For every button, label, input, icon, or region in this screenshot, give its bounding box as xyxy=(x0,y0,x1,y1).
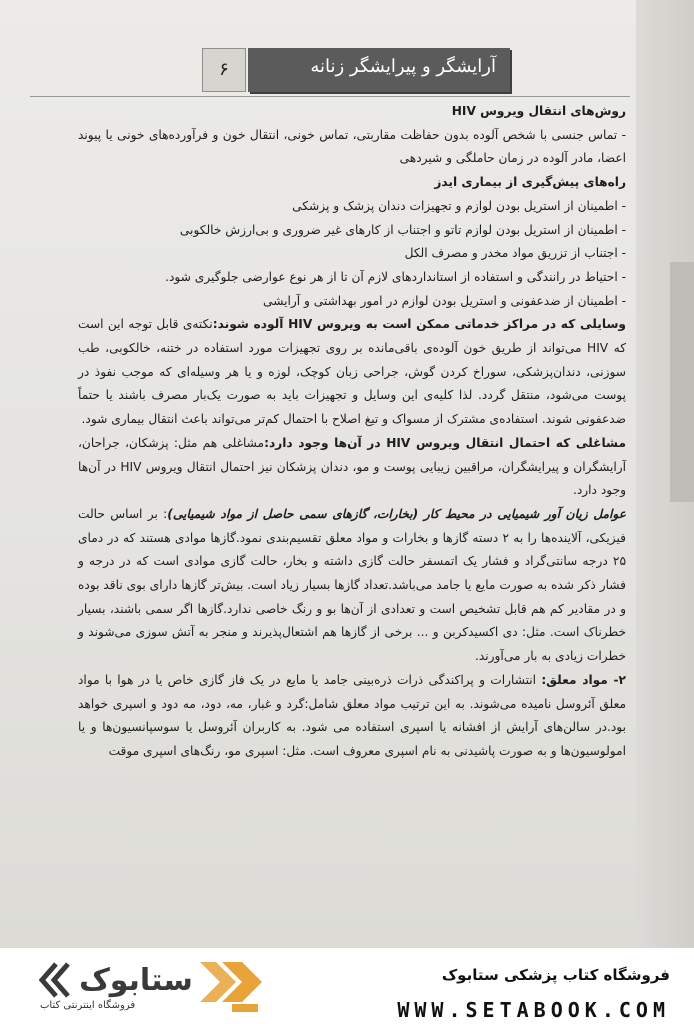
paragraph-risky-jobs xyxy=(78,432,626,503)
paragraph-text: نکته‌ی قابل توجه این است که HIV می‌تواند از طریق خون آلوده‌ی باقی‌مانده بر روی تجهیزات مورد استفاده در ختنه، خالکوبی، طب سوزنی، دندان‌پزشکی، سوراخ کردن گوش، جراحی زبان کوچک، لوزه و یا هر وسیله‌ای که موجب نفوذ در پوست می‌شود، منتقل گردد. لذا کلیه‌ی این وسایل و تجهیزات باید به صورت یک‌بار مصرف باشند یا حتماً ضدعفونی شوند. استفاده‌ی مشترک از مسواک و تیغ اصلاح با احتمال کم‌تر می‌تواند باعث انتقال بیماری شود. xyxy=(78,317,626,427)
list-item: - احتیاط در رانندگی و استفاده از استانداردهای لازم آن تا از هر نوع عوارضی جلوگیری شود. xyxy=(165,269,626,284)
page-number: ۶ xyxy=(202,48,246,92)
running-header-title: آرایشگر و پیرایشگر زنانه xyxy=(310,56,496,77)
paragraph-text: انتشارات و پراکندگی ذرات ذره‌بینی جامد یا مایع در یک فاز گازی خاص یا در هوا با مواد معلق آئروسل نامیده می‌شوند. به این ترتیب مواد معلق شامل:گرد و غبار، مه، دود، مه دود و اسپری خواهد بود.در سالن‌های آرایش از افشانه یا اسپری استفاده می شود. به کاربران آئروسل یا سوسپانسیون‌ها و یا امولوسیون‌ها و به صورت پاشیدنی به نام اسپری معروف است. مثل: اسپری مو، رنگ‌های اسپری موقت xyxy=(78,672,626,758)
paragraph-transmission: - تماس جنسی با شخص آلوده بدون حفاظت مقاربتی، تماس خونی، انتقال خون و فرآورده‌های خونی یا پیوند اعضا، مادر آلوده در زمان حاملگی و شیردهی xyxy=(78,127,626,166)
header-divider xyxy=(30,96,630,97)
paragraph-lead: مشاغلی که احتمال انتقال ویروس HIV در آن‌ها وجود دارد: xyxy=(264,435,626,450)
logo-chevron-icon xyxy=(200,962,262,1012)
chapter-side-tab xyxy=(670,262,694,502)
heading-hiv-transmission: روش‌های انتقال ویروس HIV xyxy=(451,104,626,118)
store-name: فروشگاه کتاب پزشکی ستابوک xyxy=(441,966,670,984)
paragraph-text: : بر اساس حالت فیزیکی، آلاینده‌ها را به ۲ دسته گازها و بخارات و مواد معلق تقسیم‌بندی نمود.گازها موادی هستند که در دمای ۲۵ درجه سانتی‌گراد و فشار یک اتمسفر حالت گازی داشته و بخار، حالت گازی موادی است که در درجه و فشار ذکر شده به صورت مایع یا جامد می‌باشد.تعداد گازها بسیار زیاد است. بیش‌تر گازها دارای بوی ناقد بوده و در مقادیر کم هم قابل تشخیص است و تعدادی از آن‌ها بو و رنگ خاصی ندارد.گازها اگر سمی باشند، بسیار خطرناک است. مثل: دی اکسیدکربن و ... برخی از گازها هم اشتعال‌پذیرند و منجر به آتش سوزی می‌شوند و خطرات زیادی به بار می‌آورند. xyxy=(78,506,627,664)
page-body xyxy=(78,100,626,764)
logo-arrows-icon xyxy=(42,964,68,996)
list-item: - اجتناب از تزریق مواد مخدر و مصرف الکل xyxy=(404,246,626,261)
logo-subtitle: فروشگاه اینترنتی کتاب xyxy=(40,1000,136,1011)
list-item: - اطمینان از استریل بودن لوازم تاتو و اجتناب از کارهای غیر ضروری و بی‌ارزش خالکوبی xyxy=(179,222,626,237)
running-header xyxy=(248,48,510,92)
paragraph-contaminated-tools xyxy=(78,313,626,432)
heading-aids-prevention: راه‌های پیش‌گیری از بیماری ایدز xyxy=(434,175,626,190)
store-watermark-footer xyxy=(0,948,694,1024)
logo-wordmark: ستابوک xyxy=(79,963,193,998)
store-url[interactable]: WWW.SETABOOK.COM xyxy=(397,998,670,1022)
paragraph-lead: عوامل زیان آور شیمیایی در محیط کار (بخارات، گازهای سمی حاصل از مواد شیمیایی) xyxy=(167,506,626,521)
paragraph-lead: ۲- مواد معلق: xyxy=(541,672,626,687)
paragraph-suspended-matter xyxy=(78,669,626,764)
paragraph-text: مشاغلی هم مثل: پزشکان، جراحان، آرایشگران و پیرایشگران، مراقبین زیبایی پوست و مو، دندان پزشکان نیز احتمال انتقال ویروس HIV در آن‌ها وجود دارد. xyxy=(78,435,626,498)
paragraph-lead: وسایلی که در مراکز خدماتی ممکن است به ویروس HIV آلوده شوند: xyxy=(212,317,627,332)
list-item: - اطمینان از ضدعفونی و استریل بودن لوازم در امور بهداشتی و آرایشی xyxy=(263,293,626,308)
list-item: - اطمینان از استریل بودن لوازم و تجهیزات دندان پزشک و پزشکی xyxy=(292,198,626,213)
paragraph-chemical-hazards xyxy=(78,503,626,669)
